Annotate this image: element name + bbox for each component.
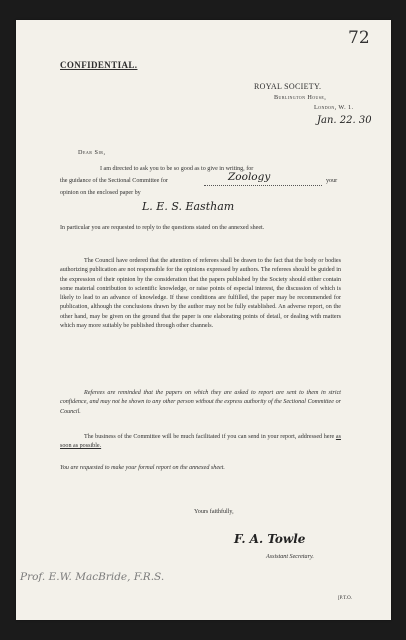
handwritten-date: Jan. 22. 30 [317, 115, 372, 126]
intro-line-3: opinion on the enclosed paper by [60, 190, 141, 196]
signature: F. A. Towle [234, 532, 306, 546]
page-number: 72 [348, 28, 370, 48]
business-emphasis: as soon as possible. [60, 434, 341, 450]
intro-line-2: the guidance of the Sectional Committee for [60, 178, 168, 184]
pencil-note: Prof. E.W. MacBride, F.R.S. [20, 571, 165, 583]
committee-blank-line [204, 185, 322, 186]
business-paragraph [60, 433, 341, 452]
address-line-2: London, W. 1. [314, 104, 354, 111]
formal-report-note: You are requested to make your formal report on the annexed sheet. [60, 465, 225, 471]
org-name: ROYAL SOCIETY. [254, 82, 322, 91]
confidential-heading: CONFIDENTIAL. [60, 60, 138, 70]
intro-line-2-end: your [326, 178, 338, 184]
pto-note: [P.T.O. [338, 596, 352, 601]
handwritten-committee: Zoology [228, 171, 271, 183]
council-paragraph: The Council have ordered that the attention of referees shall be drawn to the fact that the body or bodies authorizing publication are not responsible for the opinions expressed by authors. The referees should be guided in the expression of their opinion by the consideration that the papers published by the Society should either contain some material contribution to scientific knowledge, or raise points of especial interest, the discussion of which is likely to lead to an advance of knowledge. If these conditions are fulfilled, the paper may be recommended for publication, although the conclusions drawn by the author may not be fully established. An adverse report, on the other hand, may be given on the ground that the paper is one elaborating points of detail, or dealing with matters which may more suitably be published through other channels. [60, 258, 341, 330]
intro-line-1: I am directed to ask you to be so good as to give in writing, for [100, 166, 254, 172]
referee-reminder-paragraph: Referees are reminded that the papers on which they are asked to report are sent to them in strict confidence, and may not be shown to any other person without the express authority of the Sectional Committee or Council. [60, 390, 341, 415]
handwritten-paper-author: L. E. S. Eastham [142, 200, 235, 213]
business-text: The business of the Committee will be much facilitated if you can send in your report, addressed here [84, 434, 335, 440]
address-line-1: Burlington House, [274, 94, 327, 101]
closing: Yours faithfully, [194, 509, 234, 515]
signatory-title: Assistant Secretary. [266, 554, 314, 560]
letter-sheet [16, 20, 391, 620]
salutation: Dear Sir, [78, 149, 106, 156]
annexed-paragraph: In particular you are requested to reply to the questions stated on the annexed sheet. [60, 225, 265, 231]
